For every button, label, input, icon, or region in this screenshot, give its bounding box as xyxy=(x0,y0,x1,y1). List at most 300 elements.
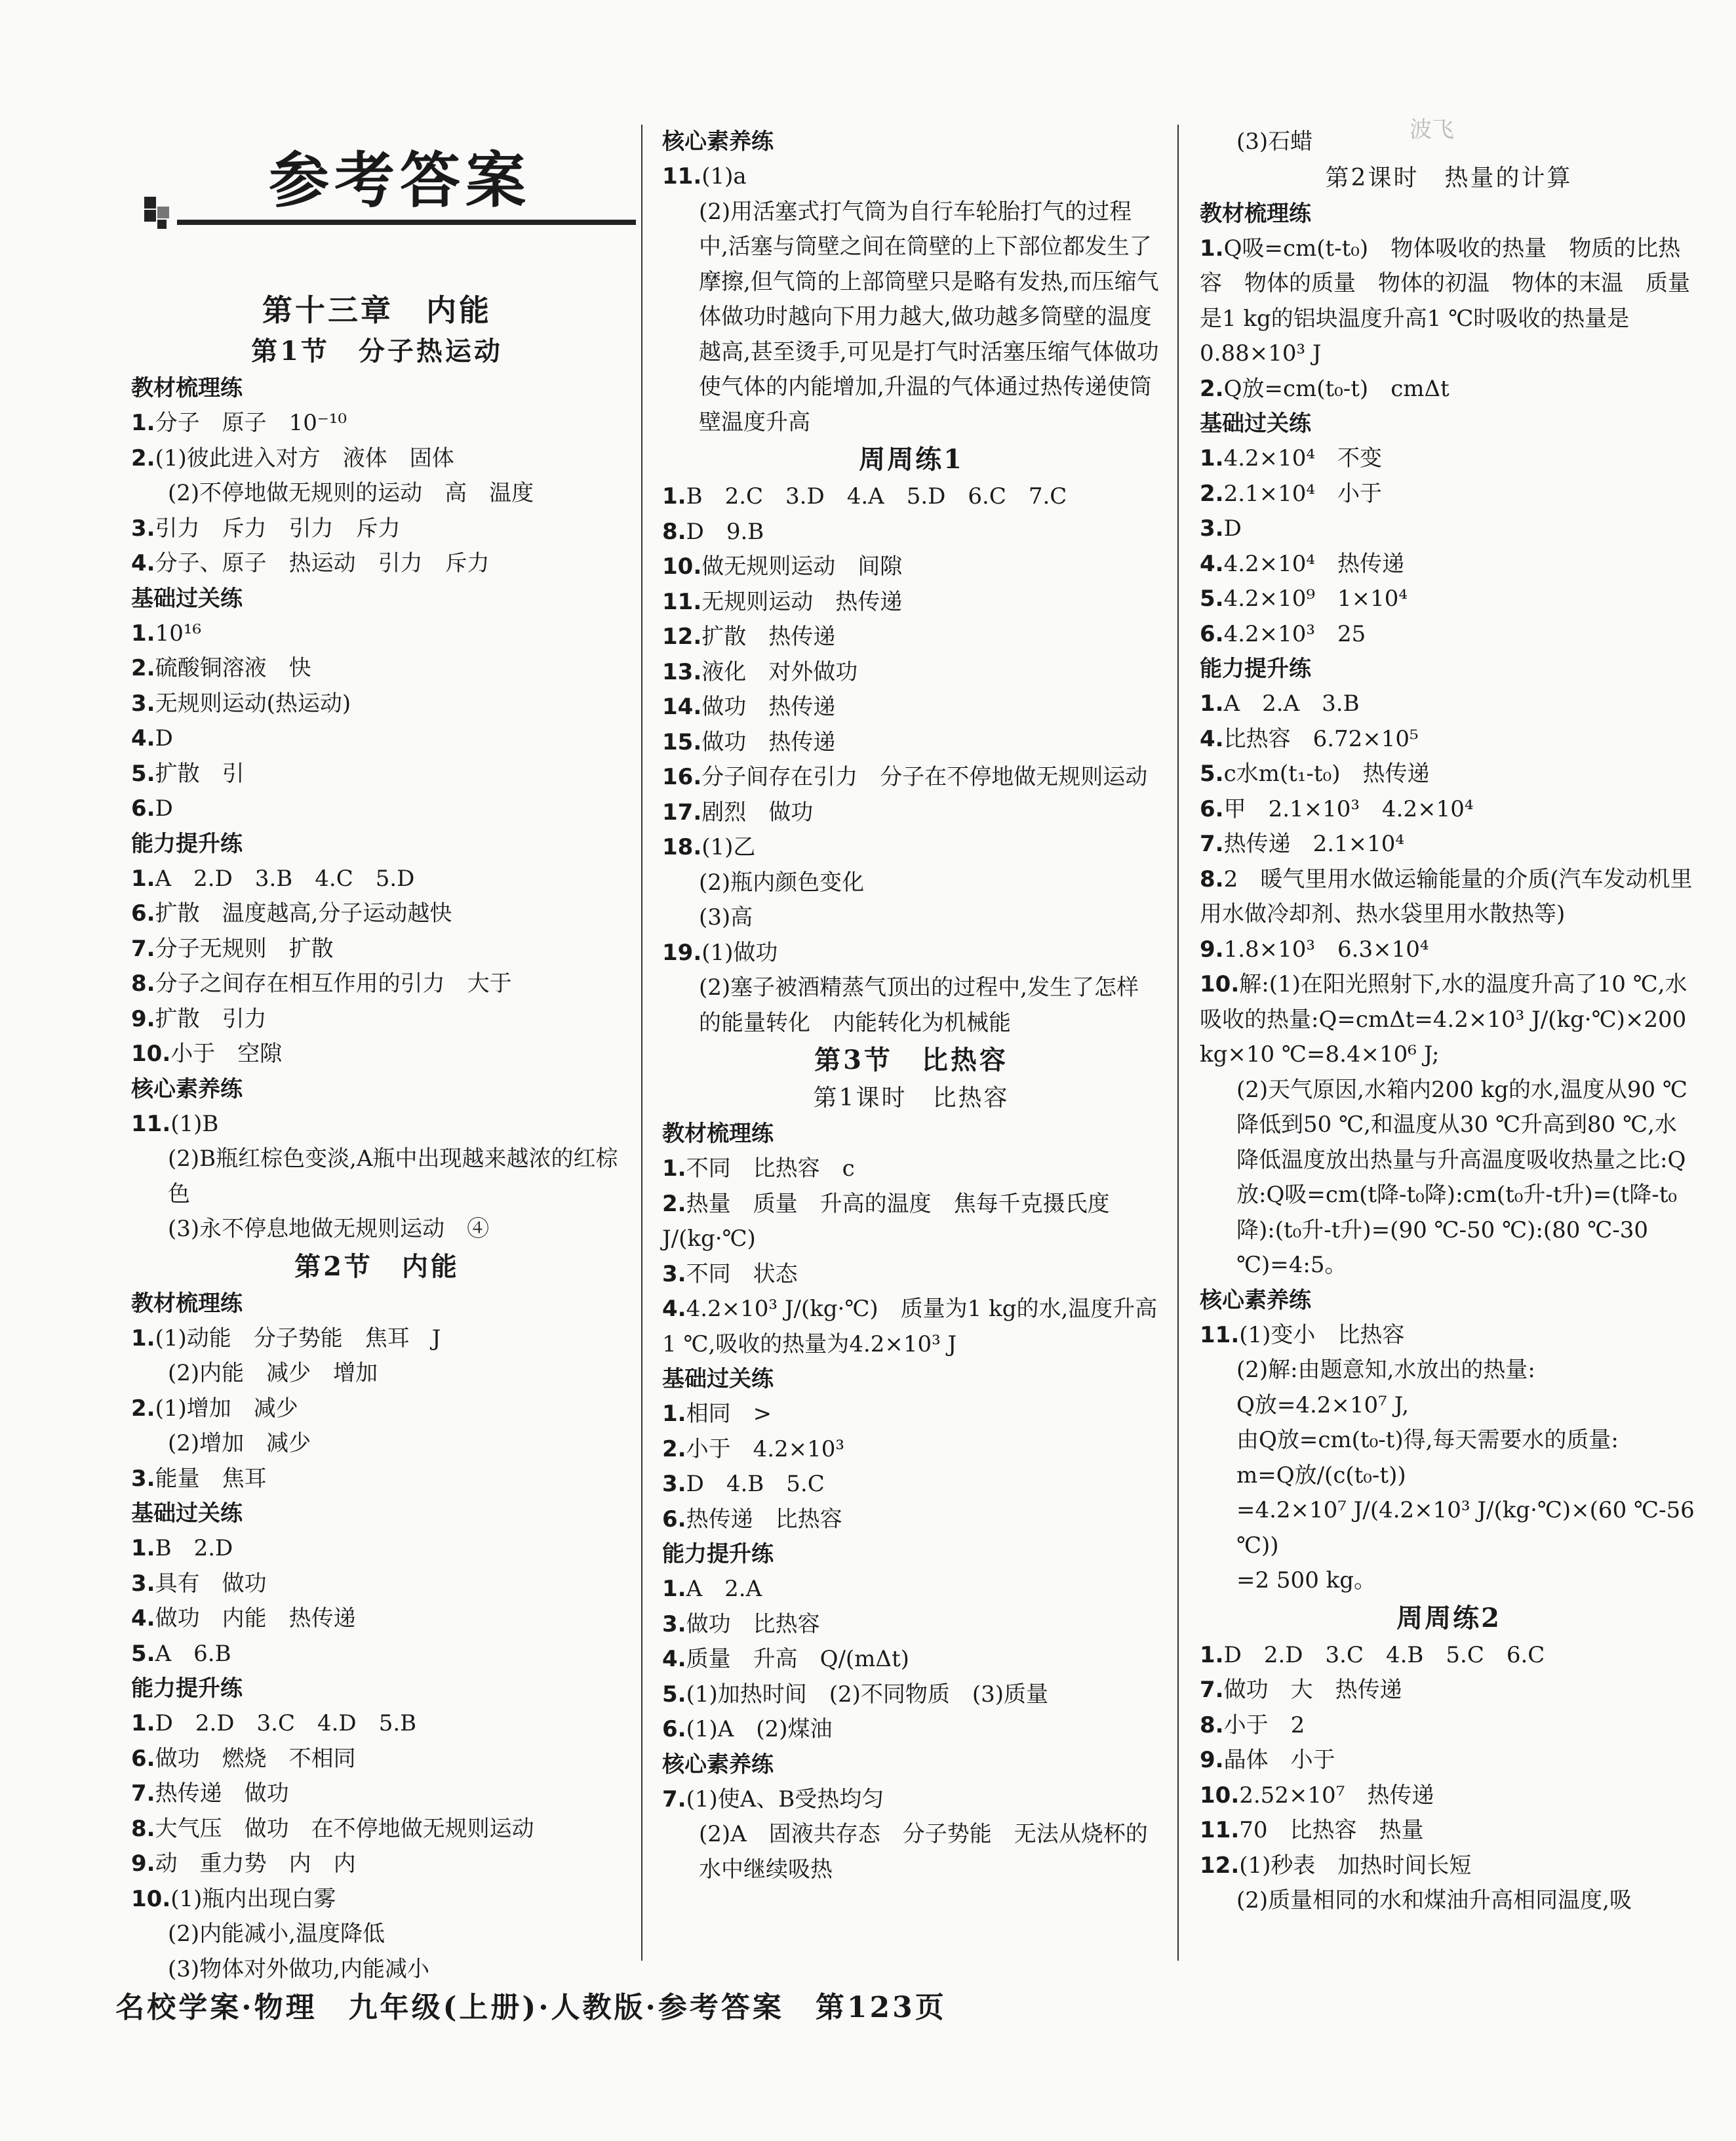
answer-text: 比热容 6.72×10⁵ xyxy=(1223,725,1419,752)
answer-text: 核心素养练 xyxy=(1200,1287,1311,1313)
answer-subitem xyxy=(1200,125,1698,160)
answer-item xyxy=(1200,932,1698,968)
answer-text: 分子间存在引力 分子在不停地做无规则运动 xyxy=(701,764,1148,790)
answer-text: (1)变小 比热容 xyxy=(1239,1321,1405,1348)
category-heading xyxy=(662,1537,1160,1572)
answer-text: 基础过关练 xyxy=(1200,410,1311,437)
answer-item xyxy=(131,1882,623,1917)
answer-text: D xyxy=(1223,515,1242,542)
answer-number: 3. xyxy=(131,515,155,542)
answer-text: 小于 2 xyxy=(1223,1711,1305,1738)
answer-item xyxy=(131,616,623,652)
answer-number: 4. xyxy=(1200,550,1224,577)
answer-text: (2)天气原因,水箱内200 kg的水,温度从90 ℃降低到50 ℃,和温度从30 ℃升高到80 ℃,水降低温度放出热量与升高温度吸收热量之比:Q放:Q吸=cm(t降-t₀降):cm(t₀升-t升)=(t降-t₀降):(t₀升-t升)=(90 ℃-50 ℃):(80 ℃-30 ℃)=4:5。 xyxy=(1236,1076,1687,1278)
answer-item xyxy=(131,1706,623,1742)
answer-number: 1. xyxy=(1200,445,1224,471)
answer-number: 1. xyxy=(1200,235,1224,262)
answer-item xyxy=(662,550,1160,585)
answer-text: 第3节 比热容 xyxy=(814,1045,1008,1075)
answer-item xyxy=(131,721,623,757)
answer-number: 1. xyxy=(131,620,155,647)
answer-number: 1. xyxy=(662,483,686,510)
title-rule xyxy=(177,220,636,225)
chapter-heading xyxy=(131,289,623,332)
answer-item xyxy=(662,1782,1160,1818)
answer-item xyxy=(1200,477,1698,512)
answer-text: 分子、原子 热运动 引力 斥力 xyxy=(155,550,490,576)
answer-number: 10. xyxy=(1200,1782,1240,1809)
answer-subitem xyxy=(131,1952,623,1988)
answer-item xyxy=(1200,792,1698,828)
answer-text: 扩散 引力 xyxy=(155,1005,267,1032)
answer-number: 1. xyxy=(1200,1641,1224,1668)
answer-item xyxy=(131,791,623,827)
answer-text: 基础过关练 xyxy=(662,1366,774,1392)
answer-text: 液化 对外做功 xyxy=(701,658,858,685)
answer-item xyxy=(131,896,623,932)
category-heading xyxy=(1200,1283,1698,1318)
answer-number: 1. xyxy=(662,1155,686,1182)
answer-text: 相同 > xyxy=(686,1401,772,1427)
answer-number: 4. xyxy=(662,1646,686,1672)
answer-number: 9. xyxy=(131,1005,155,1032)
answer-text: (2)不停地做无规则的运动 高 温度 xyxy=(168,480,534,506)
answer-item xyxy=(662,830,1160,866)
page-title: 参考答案 xyxy=(269,145,532,216)
answer-item xyxy=(131,862,623,897)
answer-item xyxy=(1200,617,1698,652)
answer-item xyxy=(131,1462,623,1497)
answer-item xyxy=(131,546,623,582)
answer-number: 8. xyxy=(1200,866,1224,892)
answer-text: 4.2×10⁹ 1×10⁴ xyxy=(1223,586,1408,612)
answer-item xyxy=(1200,441,1698,477)
answer-text: 基础过关练 xyxy=(131,1500,243,1527)
answer-text: 能力提升练 xyxy=(131,830,243,857)
answer-item xyxy=(131,687,623,722)
answer-number: 10. xyxy=(1200,971,1240,997)
category-heading xyxy=(662,1117,1160,1151)
answer-number: 3. xyxy=(662,1471,686,1497)
weekly-practice-heading xyxy=(1200,1599,1698,1638)
answer-number: 5. xyxy=(1200,761,1224,787)
answer-text: (2)A 固液共存态 分子势能 无法从烧杯的水中继续吸热 xyxy=(699,1821,1148,1883)
answer-item xyxy=(1200,1638,1698,1673)
answer-text: 2.52×10⁷ 热传递 xyxy=(1239,1782,1434,1809)
answer-number: 17. xyxy=(662,799,702,826)
answer-text: D 2.D 3.C 4.D 5.B xyxy=(155,1710,417,1736)
answer-number: 6. xyxy=(1200,620,1224,647)
answer-number: 7. xyxy=(1200,831,1224,857)
answer-text: (1)A (2)煤油 xyxy=(686,1716,833,1742)
answer-number: 6. xyxy=(131,1745,155,1772)
answer-text: (2)内能减小,温度降低 xyxy=(168,1921,385,1947)
decor-square xyxy=(157,207,169,218)
answer-item xyxy=(1200,582,1698,617)
answer-item xyxy=(662,760,1160,795)
answer-text: 小于 空隙 xyxy=(170,1041,283,1067)
answer-item xyxy=(1200,1813,1698,1849)
answer-item xyxy=(131,1107,623,1142)
answer-number: 1. xyxy=(131,865,155,892)
answer-item xyxy=(662,479,1160,515)
answer-text: 晶体 小于 xyxy=(1223,1747,1335,1773)
page-header xyxy=(138,144,629,230)
column-divider xyxy=(1177,125,1179,1961)
answer-number: 6. xyxy=(662,1716,686,1742)
answer-number: 3. xyxy=(131,690,155,717)
answer-number: 6. xyxy=(131,795,155,822)
answer-item xyxy=(131,1776,623,1812)
answer-text: 扩散 引 xyxy=(155,760,245,787)
answer-text: (1)加热时间 (2)不同物质 (3)质量 xyxy=(686,1681,1049,1708)
answer-text: 4.2×10³ J/(kg·℃) 质量为1 kg的水,温度升高1 ℃,吸收的热量为4.2×10³ J xyxy=(662,1296,1158,1357)
answer-number: 12. xyxy=(662,624,702,650)
answer-text: 热量 质量 升高的温度 焦每千克摄氏度 J/(kg·℃) xyxy=(662,1190,1132,1252)
answer-text: (1)动能 分子势能 焦耳 J xyxy=(155,1325,441,1351)
answer-number: 1. xyxy=(131,1325,155,1351)
answer-number: 19. xyxy=(662,939,702,966)
answer-number: 11. xyxy=(662,588,702,615)
answer-subitem xyxy=(1200,1353,1698,1388)
answer-number: 9. xyxy=(1200,1747,1224,1773)
answer-subitem xyxy=(662,1817,1160,1887)
answer-text: 扩散 热传递 xyxy=(701,624,836,650)
answer-text: 能力提升练 xyxy=(1200,656,1311,682)
answer-item xyxy=(131,1002,623,1037)
answer-number: 8. xyxy=(662,518,686,545)
answer-item xyxy=(1200,547,1698,582)
answer-item xyxy=(1200,757,1698,792)
answer-text: Q放=cm(t₀-t) cmΔt xyxy=(1223,375,1450,402)
answer-text: B 2.C 3.D 4.A 5.D 6.C 7.C xyxy=(686,483,1067,510)
answer-text: 甲 2.1×10³ 4.2×10⁴ xyxy=(1223,795,1474,822)
answer-number: 1. xyxy=(662,1401,686,1427)
answer-text: 教材梳理练 xyxy=(1200,200,1311,227)
answer-number: 2. xyxy=(662,1190,686,1217)
answer-number: 10. xyxy=(131,1041,171,1067)
answer-item xyxy=(1200,231,1698,372)
answer-number: 11. xyxy=(131,1110,171,1137)
answer-number: 3. xyxy=(131,1465,155,1492)
answer-number: 14. xyxy=(662,694,702,720)
answer-item xyxy=(662,725,1160,761)
answer-number: 4. xyxy=(131,725,155,751)
answer-text: 第十三章 内能 xyxy=(262,292,492,328)
category-heading xyxy=(131,1287,623,1321)
answer-item xyxy=(662,795,1160,831)
answer-item xyxy=(662,1572,1160,1607)
answer-text: 第2节 内能 xyxy=(294,1251,460,1282)
answer-text: (2)解:由题意知,水放出的热量: xyxy=(1236,1357,1535,1383)
answer-item xyxy=(1200,827,1698,862)
answer-text: 第1课时 比热容 xyxy=(813,1085,1010,1111)
answer-item xyxy=(1200,1318,1698,1353)
answer-number: 18. xyxy=(662,834,702,860)
answer-item xyxy=(662,159,1160,195)
answer-number: 16. xyxy=(662,764,702,790)
answer-text: 教材梳理练 xyxy=(131,375,243,401)
answer-text: 由Q放=cm(t₀-t)得,每天需要水的质量: xyxy=(1236,1427,1619,1453)
answer-text: Q放=4.2×10⁷ J, xyxy=(1236,1391,1410,1418)
answer-number: 4. xyxy=(1200,725,1224,752)
answer-number: 4. xyxy=(131,1605,155,1631)
answer-text: (3)石蜡 xyxy=(1236,129,1313,155)
answer-item xyxy=(662,936,1160,971)
answer-text: 解:(1)在阳光照射下,水的温度升高了10 ℃,水吸收的热量:Q=cmΔt=4.2×10³ J/(kg·℃)×200 kg×10 ℃=8.4×10⁶ J; xyxy=(1200,971,1687,1068)
answer-text: 做功 比热容 xyxy=(686,1611,820,1637)
answer-text: m=Q放/(c(t₀-t)) xyxy=(1236,1462,1406,1489)
answer-text: (2)质量相同的水和煤油升高相同温度,吸 xyxy=(1236,1887,1632,1913)
category-heading xyxy=(662,1748,1160,1782)
answer-text: 核心素养练 xyxy=(662,1751,774,1778)
answer-item xyxy=(662,1502,1160,1538)
answer-text: 不同 状态 xyxy=(686,1260,798,1287)
answer-text: 核心素养练 xyxy=(131,1075,243,1102)
answer-subitem xyxy=(1200,1458,1698,1494)
answer-number: 7. xyxy=(131,935,155,962)
answer-text: (3)高 xyxy=(699,904,753,930)
answer-subitem xyxy=(131,1356,623,1391)
answer-text: 4.2×10⁴ 不变 xyxy=(1223,445,1383,471)
answer-text: 不同 比热容 c xyxy=(686,1155,855,1182)
answer-text: 教材梳理练 xyxy=(662,1121,774,1147)
answer-item xyxy=(662,655,1160,690)
answer-text: 分子之间存在相互作用的引力 大于 xyxy=(155,970,512,997)
answer-text: 4.2×10³ 25 xyxy=(1223,620,1366,647)
answer-text: D 2.D 3.C 4.B 5.C 6.C xyxy=(1223,1641,1545,1668)
category-heading xyxy=(1200,407,1698,441)
answer-text: (1)做功 xyxy=(701,939,778,966)
answer-item xyxy=(131,1531,623,1567)
answer-text: 分子 原子 10⁻¹⁰ xyxy=(155,410,347,436)
answer-text: 扩散 温度越高,分子运动越快 xyxy=(155,900,452,927)
answer-subitem xyxy=(131,1426,623,1462)
answer-number: 4. xyxy=(131,550,155,576)
answer-item xyxy=(131,1567,623,1602)
answer-text: (1)彼此进入对方 液体 固体 xyxy=(155,445,454,471)
answer-text: 无规则运动(热运动) xyxy=(155,690,351,717)
answer-item xyxy=(131,406,623,441)
answer-number: 12. xyxy=(1200,1852,1240,1879)
answer-number: 3. xyxy=(1200,515,1224,542)
answer-number: 1. xyxy=(1200,690,1224,717)
answer-text: (1)使A、B受热均匀 xyxy=(686,1786,884,1812)
answer-item xyxy=(1200,1673,1698,1708)
answer-number: 4. xyxy=(662,1296,686,1322)
answer-text: =4.2×10⁷ J/(4.2×10³ J/(kg·℃)×(60 ℃-56 ℃)) xyxy=(1236,1497,1695,1559)
answer-item xyxy=(131,967,623,1002)
category-heading xyxy=(131,371,623,406)
answer-text: (1)秒表 加热时间长短 xyxy=(1239,1852,1472,1879)
answer-text: (2)用活塞式打气筒为自行车轮胎打气的过程中,活塞与筒壁之间在筒壁的上下部位都发生了摩擦,但气筒的上部筒壁只是略有发热,而压缩气体做功时越向下用力越大,做功越多筒壁的温度越高,甚至烫手,可见是打气时活塞压缩气体做功使气体的内能增加,升温的气体通过热传递使筒壁温度升高 xyxy=(699,198,1159,435)
section-heading xyxy=(131,332,623,371)
answer-number: 3. xyxy=(662,1611,686,1637)
category-heading xyxy=(662,125,1160,159)
answer-number: 1. xyxy=(662,1576,686,1602)
answer-number: 9. xyxy=(131,1851,155,1877)
answer-subitem xyxy=(662,970,1160,1041)
answer-text: 质量 升高 Q/(mΔt) xyxy=(686,1646,909,1672)
answer-number: 5. xyxy=(1200,586,1224,612)
answer-text: (2)瓶内颜色变化 xyxy=(699,869,865,896)
answer-text: 热传递 比热容 xyxy=(686,1506,842,1532)
answer-number: 2. xyxy=(131,1395,155,1422)
answer-number: 2. xyxy=(131,445,155,471)
lesson-heading xyxy=(662,1080,1160,1117)
answer-item xyxy=(662,1432,1160,1468)
answer-text: 2.1×10⁴ 小于 xyxy=(1223,480,1383,507)
answer-text: 分子无规则 扩散 xyxy=(155,935,334,962)
answer-number: 3. xyxy=(131,1570,155,1597)
answer-text: 具有 做功 xyxy=(155,1570,267,1597)
answer-item xyxy=(1200,722,1698,757)
answer-item xyxy=(662,690,1160,725)
answer-subitem xyxy=(662,900,1160,936)
answer-subitem xyxy=(662,866,1160,901)
answer-item xyxy=(131,1321,623,1357)
answer-number: 2. xyxy=(1200,480,1224,507)
answer-number: 1. xyxy=(131,410,155,436)
answer-text: 能力提升练 xyxy=(131,1675,243,1702)
answer-number: 7. xyxy=(1200,1677,1224,1703)
answer-text: 做功 热传递 xyxy=(701,729,836,755)
answer-item xyxy=(1200,372,1698,407)
answer-number: 2. xyxy=(131,655,155,681)
answer-subitem xyxy=(131,1212,623,1247)
answer-number: 5. xyxy=(131,760,155,787)
answer-text: 小于 4.2×10³ xyxy=(686,1435,845,1462)
answer-text: (1)增加 减少 xyxy=(155,1395,298,1422)
answer-item xyxy=(1200,967,1698,1073)
answer-text: 10¹⁶ xyxy=(155,620,202,647)
answer-text: 大气压 做功 在不停地做无规则运动 xyxy=(155,1815,534,1842)
answer-text: 周周练1 xyxy=(859,444,964,475)
answer-item xyxy=(131,1037,623,1072)
answer-number: 8. xyxy=(131,970,155,997)
answer-item xyxy=(131,932,623,967)
answer-text: 能量 焦耳 xyxy=(155,1465,267,1492)
answer-text: D 4.B 5.C xyxy=(686,1471,825,1497)
answer-item xyxy=(1200,1778,1698,1814)
answer-number: 1. xyxy=(131,1710,155,1736)
answer-text: 做功 燃烧 不相同 xyxy=(155,1745,356,1772)
answer-number: 2. xyxy=(1200,375,1224,402)
answer-subitem xyxy=(1200,1073,1698,1283)
answer-text: (3)物体对外做功,内能减小 xyxy=(168,1955,429,1982)
answer-text: D 9.B xyxy=(686,518,764,545)
answer-item xyxy=(662,1187,1160,1257)
decor-square xyxy=(144,197,156,209)
answer-number: 15. xyxy=(662,729,702,755)
answer-text: A 2.A xyxy=(686,1576,762,1602)
answer-text: A 6.B xyxy=(155,1640,231,1667)
answer-item xyxy=(662,1397,1160,1432)
answer-item xyxy=(1200,1743,1698,1778)
category-heading xyxy=(131,827,623,862)
answer-item xyxy=(1200,687,1698,722)
answer-number: 7. xyxy=(131,1780,155,1807)
answer-number: 11. xyxy=(1200,1817,1240,1843)
answer-number: 11. xyxy=(1200,1321,1240,1348)
answer-text: 热传递 2.1×10⁴ xyxy=(1223,831,1405,857)
answer-item xyxy=(662,1292,1160,1362)
answer-text: (2)内能 减少 增加 xyxy=(168,1360,378,1386)
answer-text: A 2.A 3.B xyxy=(1223,690,1360,717)
column-divider xyxy=(641,125,642,1961)
answer-text: 70 比热容 热量 xyxy=(1239,1817,1424,1843)
answer-number: 10. xyxy=(662,553,702,580)
answer-text: (2)增加 减少 xyxy=(168,1430,311,1456)
answer-item xyxy=(662,620,1160,655)
column-3 xyxy=(1200,125,1698,1919)
answer-subitem xyxy=(131,476,623,511)
answer-item xyxy=(131,511,623,547)
answer-number: 2. xyxy=(662,1435,686,1462)
answer-subitem xyxy=(1200,1423,1698,1458)
answer-text: 第2课时 热量的计算 xyxy=(1325,164,1573,191)
answer-item xyxy=(131,1812,623,1847)
answer-item xyxy=(131,1847,623,1882)
answer-item xyxy=(131,757,623,792)
weekly-practice-heading xyxy=(662,440,1160,479)
answer-text: B 2.D xyxy=(155,1535,233,1561)
answer-item xyxy=(662,1607,1160,1643)
answer-text: 能力提升练 xyxy=(662,1541,774,1567)
answer-item xyxy=(131,1601,623,1637)
category-heading xyxy=(131,582,623,616)
answer-text: (1)B xyxy=(170,1110,219,1137)
column-1 xyxy=(131,289,623,1987)
answer-text: 无规则运动 热传递 xyxy=(701,588,903,615)
category-heading xyxy=(131,1496,623,1531)
answer-text: =2 500 kg。 xyxy=(1236,1567,1376,1593)
answer-subitem xyxy=(1200,1563,1698,1599)
answer-text: 硫酸铜溶液 快 xyxy=(155,655,311,681)
corner-mark: 波飞 xyxy=(1410,117,1454,143)
answer-number: 9. xyxy=(1200,936,1224,963)
answer-number: 3. xyxy=(662,1260,686,1287)
answer-item xyxy=(131,651,623,687)
category-heading xyxy=(131,1671,623,1706)
category-heading xyxy=(131,1072,623,1107)
answer-item xyxy=(662,1257,1160,1292)
answer-text: 做无规则运动 间隙 xyxy=(701,553,903,580)
answer-number: 5. xyxy=(662,1681,686,1708)
answer-number: 10. xyxy=(131,1885,171,1912)
answer-item xyxy=(662,515,1160,550)
section-heading xyxy=(131,1247,623,1287)
answer-text: D xyxy=(155,795,173,822)
answer-text: 剧烈 做功 xyxy=(701,799,814,826)
answer-item xyxy=(662,1712,1160,1748)
answer-number: 5. xyxy=(131,1640,155,1667)
answer-subitem xyxy=(1200,1883,1698,1919)
answer-item xyxy=(662,1642,1160,1677)
answer-number: 6. xyxy=(662,1506,686,1532)
answer-number: 13. xyxy=(662,658,702,685)
page-footer: 名校学案·物理 九年级(上册)·人教版·参考答案 第123页 xyxy=(115,1991,947,2024)
answer-subitem xyxy=(1200,1493,1698,1563)
answer-number: 6. xyxy=(1200,795,1224,822)
answer-text: 做功 大 热传递 xyxy=(1223,1677,1402,1703)
answer-item xyxy=(662,1677,1160,1713)
answer-text: 做功 内能 热传递 xyxy=(155,1605,356,1631)
answer-item xyxy=(131,441,623,477)
answer-text: 1.8×10³ 6.3×10⁴ xyxy=(1223,936,1429,963)
answer-text: (1)瓶内出现白雾 xyxy=(170,1885,336,1912)
answer-text: 第1节 分子热运动 xyxy=(251,336,503,367)
